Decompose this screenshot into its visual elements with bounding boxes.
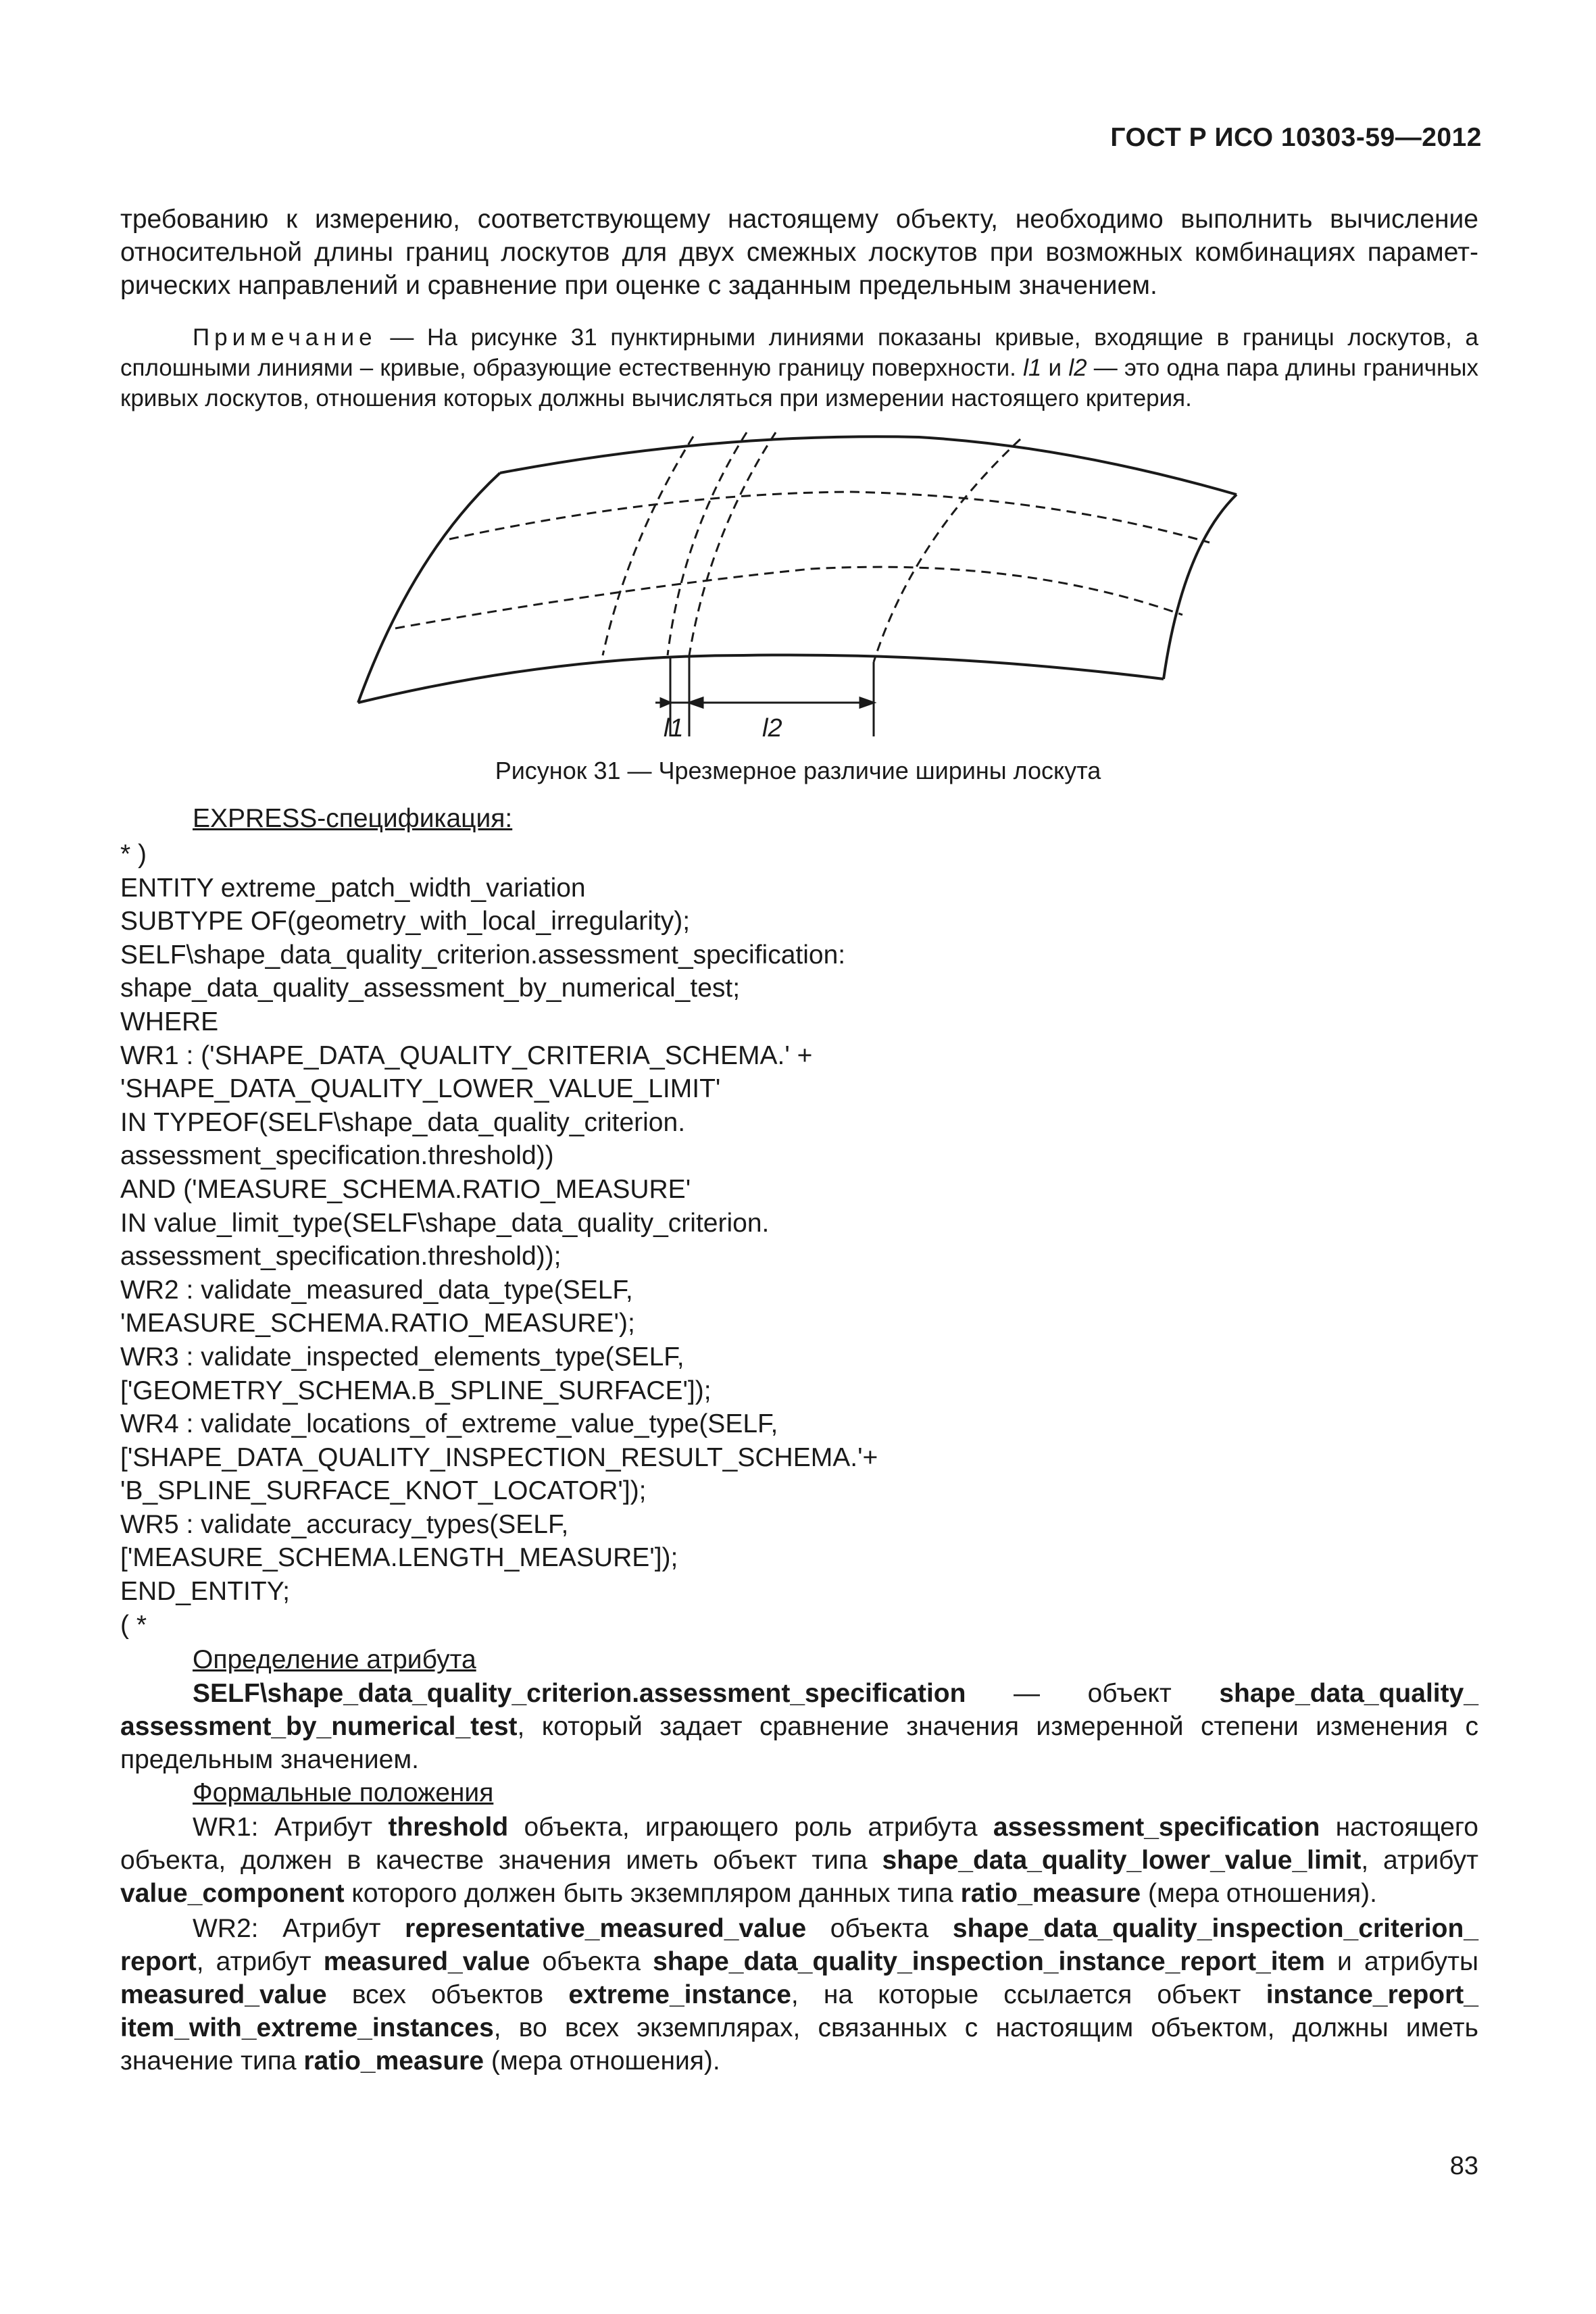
surface-left-edge [358,473,500,703]
express-code-line: SUBTYPE OF(geometry_with_local_irregularity); [120,907,691,936]
note-text-2: — это одна пара длины граничных кривых лоскутов, отношения которых должны вычисляться при измерении настоящего критерия. [120,355,1478,411]
express-code-line: WR1 : ('SHAPE_DATA_QUALITY_CRITERIA_SCHEMA.' + [120,1040,813,1070]
patch-boundary-h2 [395,567,1182,628]
figure-label-l1: l1 [664,714,684,743]
wr1-b5: ratio_measure [960,1879,1141,1908]
document-header: ГОСТ Р ИСО 10303-59—2012 [1110,123,1482,152]
patch-boundary-v3 [689,432,776,655]
attr-def-text-1: — объект [966,1679,1220,1708]
note-l2: l2 [1068,355,1087,381]
attr-def-name: SELF\shape_data_quality_criterion.assessment_specification [193,1679,966,1708]
wr2-t6: всех объектов [326,1980,569,2009]
note-text-1: — На рисунке 31 пунктирными линиями показаны кривые, входящие в границы лоскутов, а сплошными линиями – кривые, образующие естественную границу поверхности. [120,324,1478,381]
express-code-line: * ) [120,840,147,869]
wr2-b5: measured_value [120,1980,327,2009]
express-code-line: 'MEASURE_SCHEMA.RATIO_MEASURE'); [120,1309,635,1338]
wr2-b2: shape_data_quality_inspection_criterion_ report [120,1914,1478,1976]
wr2-b7: instance_report_ item_with_extreme_instances [120,1980,1478,2042]
express-code-line: ['GEOMETRY_SCHEMA.B_SPLINE_SURFACE']); [120,1376,712,1405]
express-code-line: WR3 : validate_inspected_elements_type(SELF, [120,1342,684,1372]
dim-l2-arrow-left [689,698,703,707]
figure-31-surface-diagram [338,419,1270,743]
express-code-line: WR4 : validate_locations_of_extreme_value_type(SELF, [120,1409,778,1439]
wr1-t5: которого должен быть экземпляром данных типа [344,1879,961,1908]
wr2-paragraph [120,1912,1478,2078]
express-code-line: 'SHAPE_DATA_QUALITY_LOWER_VALUE_LIMIT' [120,1074,721,1104]
express-code-line: SELF\shape_data_quality_criterion.assessment_specification: [120,940,846,970]
express-code-line: IN value_limit_type(SELF\shape_data_quality_criterion. [120,1208,770,1238]
express-code-line: WR5 : validate_accuracy_types(SELF, [120,1509,569,1539]
express-title: EXPRESS-спецификация: [193,804,513,833]
intro-paragraph [120,203,1478,302]
express-code-line: assessment_specification.threshold)) [120,1141,554,1171]
attribute-def-paragraph [120,1677,1478,1776]
wr2-t7: , на которые ссылается объект [791,1980,1266,2009]
wr1-t3: настоящего объекта, должен в качестве значения иметь объект типа [120,1813,1478,1875]
wr1-b4: value_component [120,1879,345,1908]
intro-text: требованию к измерению, соответствующему настоящему объекту, необходимо выполнить вычисление относительной длины границ лоскутов для двух смежных лоскутов при возможных комбинациях параметрических направлений и сравнение при оценке с заданным предельным значением. [120,205,1478,300]
note-and: и [1041,355,1069,381]
express-code-line: ( * [120,1610,147,1640]
patch-boundary-v2 [668,432,747,655]
wr2-t3: , атрибут [196,1947,324,1976]
wr2-t2: объекта [806,1914,953,1943]
express-code-line: WHERE [120,1007,219,1036]
surface-top-edge [500,436,1237,495]
wr2-b8: ratio_measure [303,2046,484,2076]
patch-boundary-v4 [874,439,1020,662]
express-code-line: shape_data_quality_assessment_by_numerical_test; [120,974,741,1003]
surface-right-edge [1164,495,1237,679]
note-label: Примечание [193,324,377,351]
figure-note [120,322,1478,413]
wr2-b6: extreme_instance [568,1980,791,2009]
wr2-b4: shape_data_quality_inspection_instance_report_item [653,1947,1325,1976]
wr1-b2: assessment_specification [993,1813,1320,1842]
page-number: 83 [1449,2152,1478,2180]
wr1-t1: WR1: Атрибут [193,1813,389,1842]
wr2-t5: и атрибуты [1324,1947,1478,1976]
express-code-line: END_ENTITY; [120,1577,291,1607]
note-l1: l1 [1023,355,1042,381]
express-code-line: assessment_specification.threshold)); [120,1242,562,1272]
wr2-t4: объекта [530,1947,653,1976]
formal-title: Формальные положения [193,1778,494,1807]
wr1-t6: (мера отношения). [1141,1879,1377,1908]
express-code-line: AND ('MEASURE_SCHEMA.RATIO_MEASURE' [120,1174,691,1204]
figure-caption: Рисунок 31 — Чрезмерное различие ширины лоскута [495,757,1101,784]
wr2-t9: (мера отношения). [484,2046,720,2076]
express-code-line: 'B_SPLINE_SURFACE_KNOT_LOCATOR']); [120,1476,647,1506]
wr2-b3: measured_value [323,1947,530,1976]
patch-boundary-h1 [449,492,1210,543]
express-code-line: ['MEASURE_SCHEMA.LENGTH_MEASURE']); [120,1543,678,1573]
express-code-block [120,838,878,1642]
wr1-b3: shape_data_quality_lower_value_limit [882,1846,1362,1875]
wr1-t4: , атрибут [1361,1846,1478,1875]
figure-label-l2: l2 [762,714,782,743]
attr-def-text-2: , который задает сравнение значения измеренной степени изменения с предельным значением. [120,1712,1478,1774]
dim-l2-arrow-right [860,698,874,707]
express-code-line: ENTITY extreme_patch_width_variation [120,873,586,903]
express-code-line: ['SHAPE_DATA_QUALITY_INSPECTION_RESULT_SCHEMA.'+ [120,1442,878,1472]
surface-bottom-edge [358,655,1164,703]
wr2-b1: representative_measured_value [405,1914,807,1943]
wr1-t2: объекта, играющего роль атрибута [508,1813,993,1842]
wr2-t8: , во всех экземплярах, связанных с настоящим объектом, должны иметь значение типа [120,2013,1478,2076]
express-code-line: IN TYPEOF(SELF\shape_data_quality_criterion. [120,1107,686,1137]
wr1-b1: threshold [388,1813,509,1842]
attr-def-type: shape_data_quality_ assessment_by_numerical_test [120,1679,1478,1741]
wr2-t1: WR2: Атрибут [193,1914,405,1943]
patch-boundary-v1 [603,436,693,655]
wr1-paragraph [120,1811,1478,1910]
attribute-def-title: Определение атрибута [193,1645,476,1674]
express-code-line: WR2 : validate_measured_data_type(SELF, [120,1275,633,1305]
dim-l1-arrow [661,699,670,707]
